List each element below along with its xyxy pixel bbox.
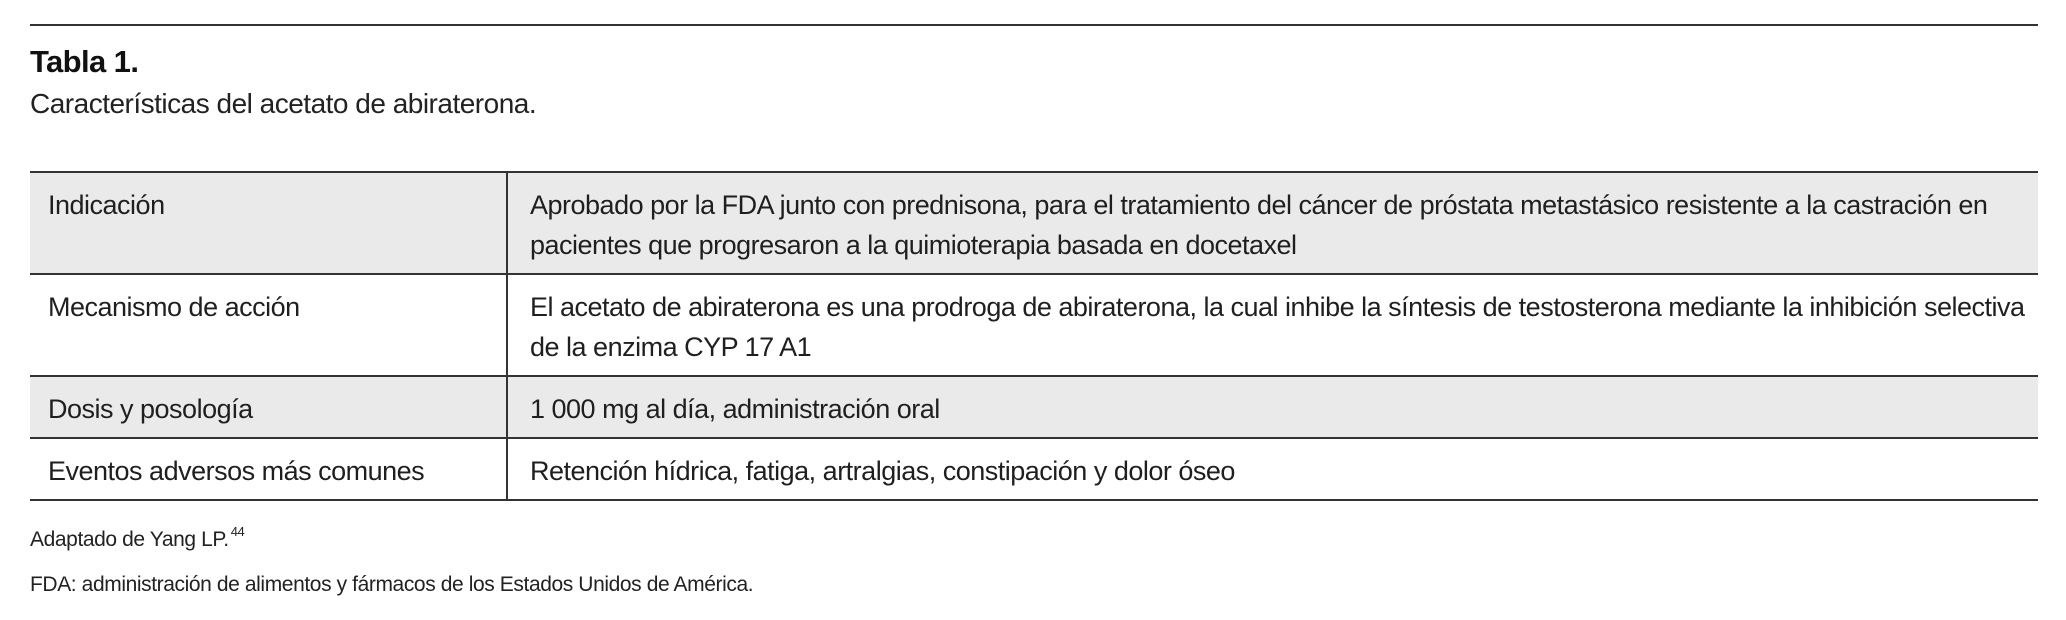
row-label-indicacion: Indicación [30,172,507,274]
row-label-mecanismo: Mecanismo de acción [30,274,507,376]
row-value-mecanismo: El acetato de abiraterona es una prodroga de abiraterona, la cual inhibe la síntesis de testosterona mediante la inhibición selectiva de la enzima CYP 17 A1 [530,292,2025,362]
footnote-source-reference: 44 [230,524,245,539]
data-table [30,171,2038,501]
row-label-dosis: Dosis y posología [30,376,507,438]
footnote-source [30,524,245,552]
table-row [30,172,2038,274]
table-caption-label: Tabla 1. [30,44,139,79]
top-rule [30,24,2038,26]
footnote-abbreviation: FDA: administración de alimentos y fármacos de los Estados Unidos de América. [30,573,754,596]
table-row [30,438,2038,500]
row-value-indicacion: Aprobado por la FDA junto con prednisona, para el tratamiento del cáncer de próstata metastásico resistente a la castración en pacientes que progresaron a la quimioterapia basada en docetaxel [507,172,2038,274]
table-row [30,274,2038,376]
row-value-eventos: Retención hídrica, fatiga, artralgias, constipación y dolor óseo [530,456,1235,486]
footnote-source-text: Adaptado de Yang LP. [30,528,229,551]
table-caption-title: Características del acetato de abiraterona. [30,88,537,119]
table-row [30,376,2038,438]
row-value-dosis: 1 000 mg al día, administración oral [507,376,2038,438]
row-label-eventos: Eventos adversos más comunes [30,438,507,500]
